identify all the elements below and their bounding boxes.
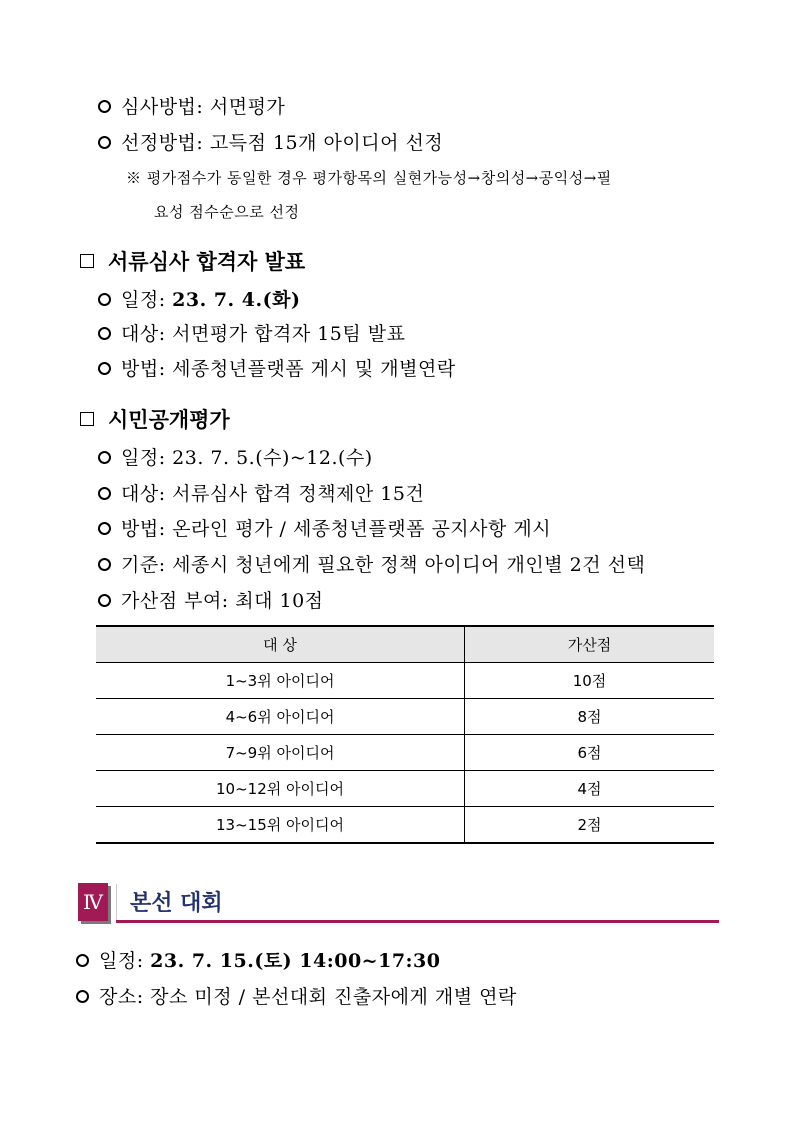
final-place-item: 장소: 장소 미정 / 본선대회 진출자에게 개별 연락 bbox=[76, 982, 517, 1009]
square-box-icon bbox=[80, 412, 94, 426]
circle-bullet-icon bbox=[98, 100, 111, 113]
docs-method-item: 방법: 세종청년플랫폼 게시 및 개별연락 bbox=[98, 354, 456, 381]
rank-cell: 10~12위 아이디어 bbox=[96, 771, 465, 807]
public-target-item: 대상: 서류심사 합격 정책제안 15건 bbox=[98, 479, 424, 506]
circle-bullet-icon bbox=[98, 522, 111, 535]
circle-bullet-icon bbox=[76, 990, 89, 1003]
circle-bullet-icon bbox=[98, 293, 111, 306]
public-bonus-item: 가산점 부여: 최대 10점 bbox=[98, 586, 324, 613]
table-row bbox=[96, 771, 714, 807]
rank-cell: 4~6위 아이디어 bbox=[96, 699, 465, 735]
points-cell: 2점 bbox=[465, 807, 715, 844]
points-cell: 10점 bbox=[465, 663, 715, 699]
table-header-row bbox=[96, 626, 714, 663]
bonus-table bbox=[96, 625, 714, 844]
circle-bullet-icon bbox=[98, 558, 111, 571]
selection-method-item: 선정방법: 고득점 15개 아이디어 선정 bbox=[98, 128, 443, 155]
public-eval-heading: 시민공개평가 bbox=[80, 404, 230, 434]
rank-cell: 1~3위 아이디어 bbox=[96, 663, 465, 699]
target-column-header: 대 상 bbox=[96, 626, 465, 663]
final-section-title: 본선 대회 bbox=[130, 891, 223, 916]
section-underline bbox=[116, 920, 719, 923]
points-cell: 6점 bbox=[465, 735, 715, 771]
points-cell: 8점 bbox=[465, 699, 715, 735]
public-criteria-item: 기준: 세종시 청년에게 필요한 정책 아이디어 개인별 2건 선택 bbox=[98, 550, 645, 577]
table-row bbox=[96, 735, 714, 771]
table-row bbox=[96, 807, 714, 844]
public-method-item: 방법: 온라인 평가 / 세종청년플랫폼 공지사항 게시 bbox=[98, 514, 551, 541]
circle-bullet-icon bbox=[98, 362, 111, 375]
circle-bullet-icon bbox=[98, 451, 111, 464]
table-row bbox=[96, 663, 714, 699]
circle-bullet-icon bbox=[98, 136, 111, 149]
tie-note-line1: ※ 평가점수가 동일한 경우 평가항목의 실현가능성→창의성→공익성→필 bbox=[126, 169, 612, 187]
square-box-icon bbox=[80, 254, 94, 268]
points-column-header: 가산점 bbox=[465, 626, 715, 663]
circle-bullet-icon bbox=[98, 327, 111, 340]
circle-bullet-icon bbox=[76, 954, 89, 967]
section-number-badge: Ⅳ bbox=[78, 883, 108, 921]
rank-cell: 7~9위 아이디어 bbox=[96, 735, 465, 771]
docs-target-item: 대상: 서면평가 합격자 15팀 발표 bbox=[98, 319, 406, 346]
docs-date-item: 일정: 23. 7. 4.(화) bbox=[98, 285, 300, 312]
circle-bullet-icon bbox=[98, 487, 111, 500]
circle-bullet-icon bbox=[98, 594, 111, 607]
table-row bbox=[96, 699, 714, 735]
tie-note-line2: 요성 점수순으로 선정 bbox=[154, 203, 300, 221]
review-method-item: 심사방법: 서면평가 bbox=[98, 92, 285, 119]
public-date-item: 일정: 23. 7. 5.(수)~12.(수) bbox=[98, 443, 373, 470]
docs-result-heading: 서류심사 합격자 발표 bbox=[80, 246, 305, 276]
final-date-item: 일정: 23. 7. 15.(토) 14:00~17:30 bbox=[76, 946, 441, 973]
rank-cell: 13~15위 아이디어 bbox=[96, 807, 465, 844]
points-cell: 4점 bbox=[465, 771, 715, 807]
section-divider bbox=[116, 884, 117, 920]
